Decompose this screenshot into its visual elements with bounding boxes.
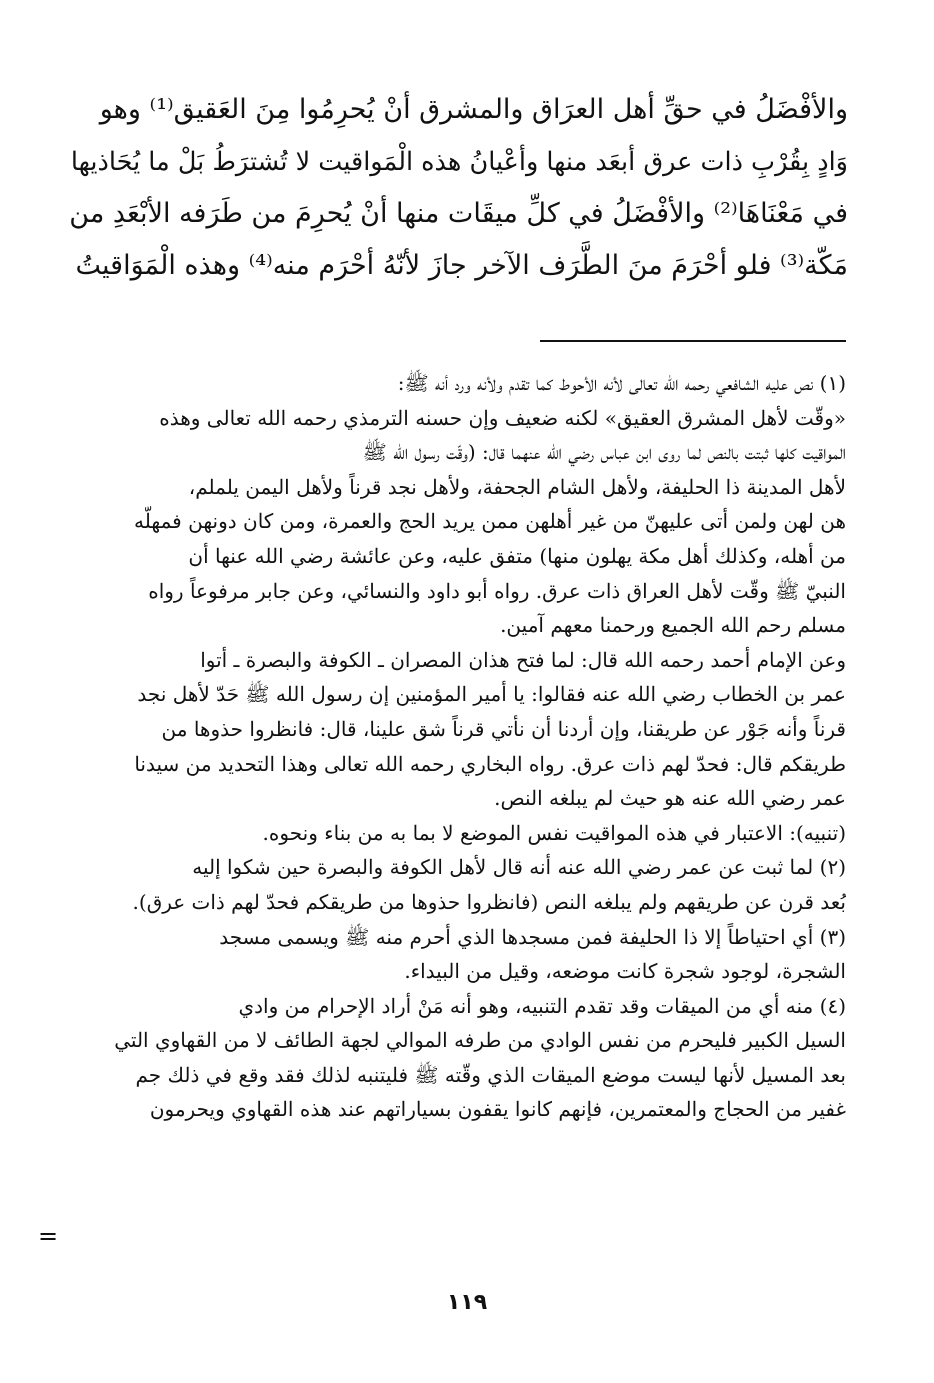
footnote-line: وعن الإمام أحمد رحمه الله قال: لما فتح هذان المصران ـ الكوفة والبصرة ـ أتوا bbox=[200, 647, 846, 672]
main-text-line: والأفْضَلُ في حقِّ أهل العرَاق والمشرق أنْ يُحرِمُوا مِنَ العَقيق⁽¹⁾ وهو bbox=[99, 94, 848, 125]
footnote-line: السيل الكبير فليحرم من نفس الوادي من طرفه الموالي لجهة الطائف لا من القهاوي التي bbox=[114, 1028, 846, 1053]
footnote-line: طريقكم قال: فحدّ لهم ذات عرق. رواه البخاري رحمه الله تعالى وهذا التحديد من سيدنا bbox=[134, 751, 846, 776]
footnote-line: (٤) منه أي من الميقات وقد تقدم التنبيه، وهو أنه مَنْ أراد الإحرام من وادي bbox=[238, 993, 846, 1018]
footnote-line: (تنبيه): الاعتبار في هذه المواقيت نفس الموضع لا بما به من بناء ونحوه. bbox=[262, 820, 846, 845]
page-number: ١١٩ bbox=[446, 1290, 488, 1315]
footnote-line: (١) نص عليه الشافعي رحمه الله تعالى لأنه الأحوط كما تقدم ولأنه ورد أنه ﷺ: bbox=[397, 371, 846, 395]
footnote-line: عمر رضي الله عنه هو حيث لم يبلغه النص. bbox=[494, 786, 846, 811]
footnote-line: بعد المسيل لأنها ليست موضع الميقات الذي وقّته ﷺ فليتنبه لذلك فقد وقع في ذلك جم bbox=[135, 1062, 846, 1087]
footnotes bbox=[54, 366, 846, 1127]
footnote-line: (٣) أي احتياطاً إلا ذا الحليفة فمن مسجدها الذي أحرم منه ﷺ ويسمى مسجد bbox=[219, 924, 846, 949]
main-text bbox=[58, 84, 848, 292]
footnote-line: (٢) لما ثبت عن عمر رضي الله عنه أنه قال لأهل الكوفة والبصرة حين شكوا إليه bbox=[192, 855, 846, 880]
footnote-line: لأهل المدينة ذا الحليفة، ولأهل الشام الجحفة، ولأهل نجد قرناً ولأهل اليمن يلملم، bbox=[188, 474, 846, 499]
continuation-mark: = bbox=[38, 1222, 59, 1250]
footnote-line: مسلم رحم الله الجميع ورحمنا معهم آمين. bbox=[500, 613, 846, 638]
main-text-line: مَكّة⁽³⁾ فلو أحْرَمَ منَ الطَّرَف الآخر جازَ لأنّهُ أحْرَم منه⁽⁴⁾ وهذه الْمَوَاقيتُ bbox=[75, 250, 848, 281]
footnote-line: الشجرة، لوجود شجرة كانت موضعه، وقيل من البيداء. bbox=[404, 959, 846, 984]
footnote-line: عمر بن الخطاب رضي الله عنه فقالوا: يا أمير المؤمنين إن رسول الله ﷺ حَدّ لأهل نجد bbox=[137, 682, 846, 707]
main-text-line: وَادٍ بِقُرْبِ ذات عرق أبعَد منها وأعْيانُ هذه الْمَواقيت لا تُشترَطُ بَلْ ما يُحَاذيها bbox=[70, 147, 848, 177]
main-text-line: في مَعْنَاهَا⁽²⁾ والأفْضَلُ في كلِّ ميقَات منها أنْ يُحرِمَ من طَرَفه الأبْعَدِ من bbox=[69, 198, 848, 229]
footnote-line: هن لهن ولمن أتى عليهنّ من غير أهلهن ممن يريد الحج والعمرة، ومن كان دونهن فمهلّه bbox=[134, 509, 846, 534]
footnote-line: بُعد قرن عن طريقهم ولم يبلغه النص (فانظروا حذوها من طريقكم فحدّ لهم ذات عرق). bbox=[132, 889, 846, 914]
footnote-line: المواقيت كلها ثبتت بالنص لما روى ابن عباس رضي الله عنهما قال: (وقّت رسول الله ﷺ bbox=[362, 440, 846, 465]
footnote-separator bbox=[540, 340, 846, 342]
footnote-line: من أهله، وكذلك أهل مكة يهلون منها) متفق عليه، وعن عائشة رضي الله عنها أن bbox=[188, 543, 846, 568]
footnote-line: غفير من الحجاج والمعتمرين، فإنهم كانوا يقفون بسياراتهم عند هذه القهاوي ويحرمون bbox=[149, 1097, 846, 1122]
footnote-line: «وقّت لأهل المشرق العقيق» لكنه ضعيف وإن حسنه الترمذي رحمه الله تعالى وهذه bbox=[159, 405, 846, 430]
footnote-line: قرناً وأنه جَوْر عن طريقنا، وإن أردنا أن نأتي قرناً شق علينا، قال: فانظروا حذوها من bbox=[161, 716, 846, 741]
footnote-line: النبيّ ﷺ وقّت لأهل العراق ذات عرق. رواه أبو داود والنسائي، وعن جابر مرفوعاً رواه bbox=[148, 578, 846, 603]
